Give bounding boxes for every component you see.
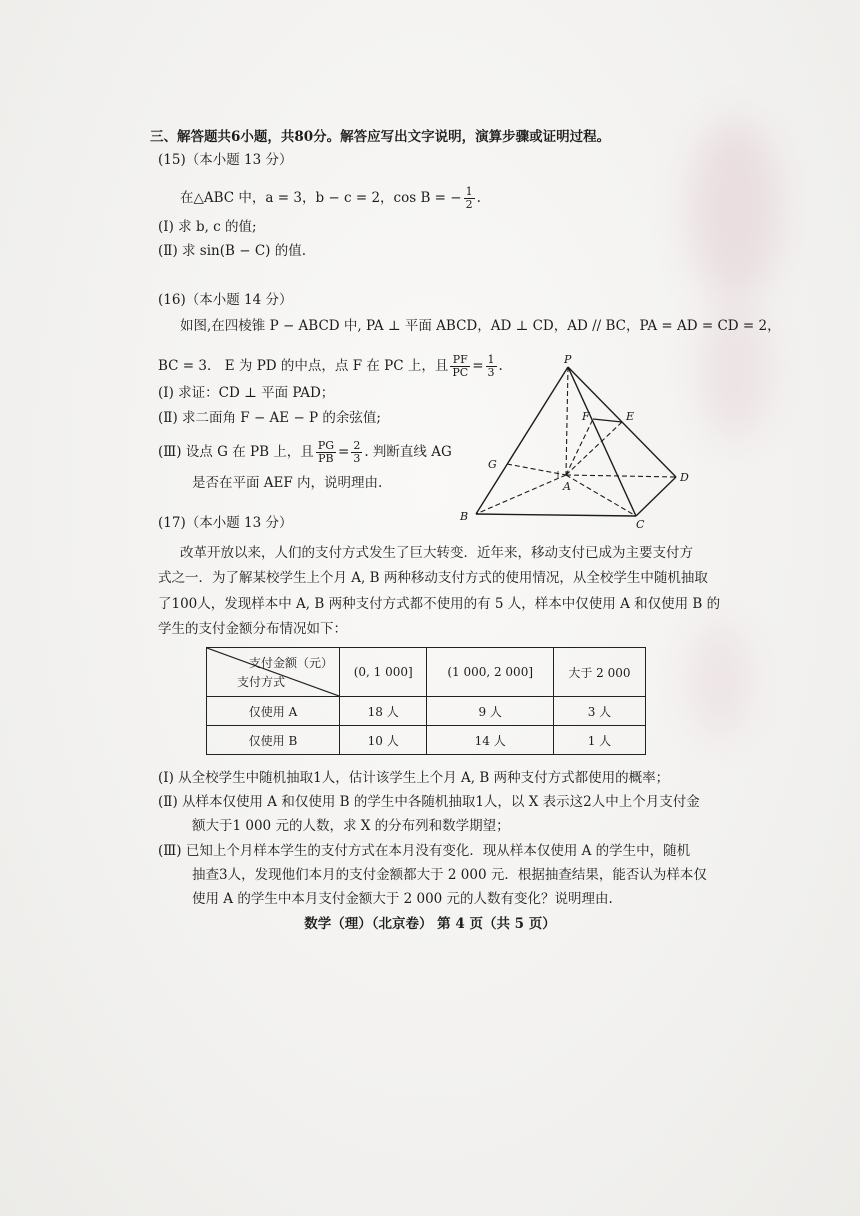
q17-statement-4: 学生的支付金额分布情况如下： (158, 621, 347, 637)
corner-top-label: 支付金额（元） (248, 656, 333, 670)
q16-frac-num: PF (450, 354, 470, 367)
q17-part1: (Ⅰ) 从全校学生中随机抽取1人，估计该学生上个月 A, B 两种支付方式都使用的概率； (158, 770, 670, 786)
q16-p3-den: PB (318, 452, 334, 465)
q17-statement-3: 了100人，发现样本中 A, B 两种支付方式都不使用的有 5 人，样本中仅使用 A 和仅使用 B 的 (158, 596, 721, 612)
q16-part3-cont: 是否在平面 AEF 内，说明理由. (192, 475, 383, 491)
table-row (207, 697, 646, 726)
q16-fraction-2-3 (351, 440, 362, 465)
table-col-header: 大于 2 000 (553, 648, 645, 697)
edge-pb (476, 367, 568, 514)
table-cell: 9 人 (427, 697, 553, 726)
q16-p3-equals: = (338, 444, 350, 460)
q16-frac-den2: 3 (487, 366, 495, 379)
edge-ab (476, 475, 566, 514)
q17-part3b: 抽查3人，发现他们本月的支付金额都大于 2 000 元．根据抽查结果，能否认为样本仅 (192, 867, 707, 883)
q17-part3c: 使用 A 的学生中本月支付金额大于 2 000 元的人数有变化？说明理由. (192, 891, 613, 907)
q15-part1: (Ⅰ) 求 b, c 的值; (158, 219, 257, 235)
q16-header: (16)（本小题 14 分） (158, 292, 293, 308)
q16-part1: (Ⅰ) 求证：CD ⊥ 平面 PAD； (158, 385, 335, 401)
q16-frac-num2: 1 (487, 353, 495, 366)
q17-statement-1: 改革开放以来，人们的支付方式发生了巨大转变．近年来，移动支付已成为主要支付方 (180, 545, 693, 561)
table-col-header: (1 000, 2 000] (427, 648, 553, 697)
table-cell: 14 人 (427, 726, 553, 755)
edge-ga (507, 464, 566, 475)
payment-table (206, 647, 646, 755)
label-e: E (626, 410, 635, 423)
q15-part2: (Ⅱ) 求 sin(B − C) 的值. (158, 243, 306, 259)
q15-statement-text: 在△ABC 中，a = 3，b − c = 2，cos B = − (180, 190, 462, 206)
label-a: A (563, 480, 571, 493)
q16-p3-num: PG (317, 439, 335, 452)
q16-statement-2c: . (498, 358, 503, 374)
q17-part2b: 额大于1 000 元的人数，求 X 的分布列和数学期望； (192, 818, 510, 834)
label-g: G (488, 458, 497, 471)
label-d: D (680, 471, 689, 484)
q15-statement (180, 186, 481, 211)
q16-equals: = (472, 358, 484, 374)
table-row (207, 726, 646, 755)
section-heading: 三、解答题共6小题，共80分。解答应写出文字说明，演算步骤或证明过程。 (150, 129, 611, 145)
table-corner-cell (207, 648, 340, 697)
q17-header: (17)（本小题 13 分） (158, 515, 293, 531)
q17-statement-2: 式之一．为了解某校学生上个月 A, B 两种移动支付方式的使用情况，从全校学生中随机抽取 (158, 570, 708, 586)
table-cell: 10 人 (340, 726, 427, 755)
edge-cd (636, 477, 676, 516)
edge-bc (476, 514, 636, 516)
q15-frac-num: 1 (465, 185, 473, 198)
q15-header: (15)（本小题 13 分） (158, 152, 293, 168)
q15-fraction (464, 186, 475, 211)
pyramid-figure (450, 350, 710, 530)
q16-statement-1: 如图,在四棱锥 P − ABCD 中, PA ⊥ 平面 ABCD，AD ⊥ CD，AD // BC，PA = AD = CD = 2， (180, 318, 781, 334)
q17-part2a: (Ⅱ) 从样本仅使用 A 和仅使用 B 的学生中各随机抽取1人，以 X 表示这2人中上个月支付金 (158, 794, 700, 810)
q16-part2: (Ⅱ) 求二面角 F − AE − P 的余弦值; (158, 410, 381, 426)
q16-part3c: . 判断直线 AG (364, 444, 452, 460)
table-cell: 18 人 (340, 697, 427, 726)
label-b: B (460, 510, 469, 523)
q16-fraction-pg-pb (316, 440, 336, 465)
q16-frac-den: PC (452, 366, 469, 379)
q15-statement-end: . (476, 190, 481, 206)
q16-p3-num2: 2 (353, 439, 361, 452)
page-footer: 数学（理）（北京卷） 第 4 页（共 5 页） (304, 916, 556, 932)
q15-frac-den: 2 (465, 198, 473, 211)
label-c: C (636, 518, 645, 530)
table-cell: 1 人 (553, 726, 645, 755)
edge-ac (566, 475, 636, 516)
q16-part3a: (Ⅲ) 设点 G 在 PB 上，且 (158, 444, 314, 460)
edge-af (566, 419, 593, 475)
edge-fe (593, 419, 622, 422)
q16-statement-2a: BC = 3． E 为 PD 的中点，点 F 在 PC 上，且 (158, 358, 449, 374)
table-cell: 3 人 (553, 697, 645, 726)
edge-ad (566, 475, 676, 477)
q16-part3 (158, 440, 452, 465)
q17-part3a: (Ⅲ) 已知上个月样本学生的支付方式在本月没有变化．现从样本仅使用 A 的学生中，随机 (158, 843, 691, 859)
label-f: F (582, 410, 590, 423)
edge-pa (566, 367, 568, 475)
table-row-label: 仅使用 B (207, 726, 340, 755)
table-row-label: 仅使用 A (207, 697, 340, 726)
q16-p3-den2: 3 (353, 452, 361, 465)
table-col-header: (0, 1 000] (340, 648, 427, 697)
label-p: P (564, 353, 572, 366)
corner-bottom-label: 支付方式 (237, 675, 286, 689)
table-header-row (207, 648, 646, 697)
